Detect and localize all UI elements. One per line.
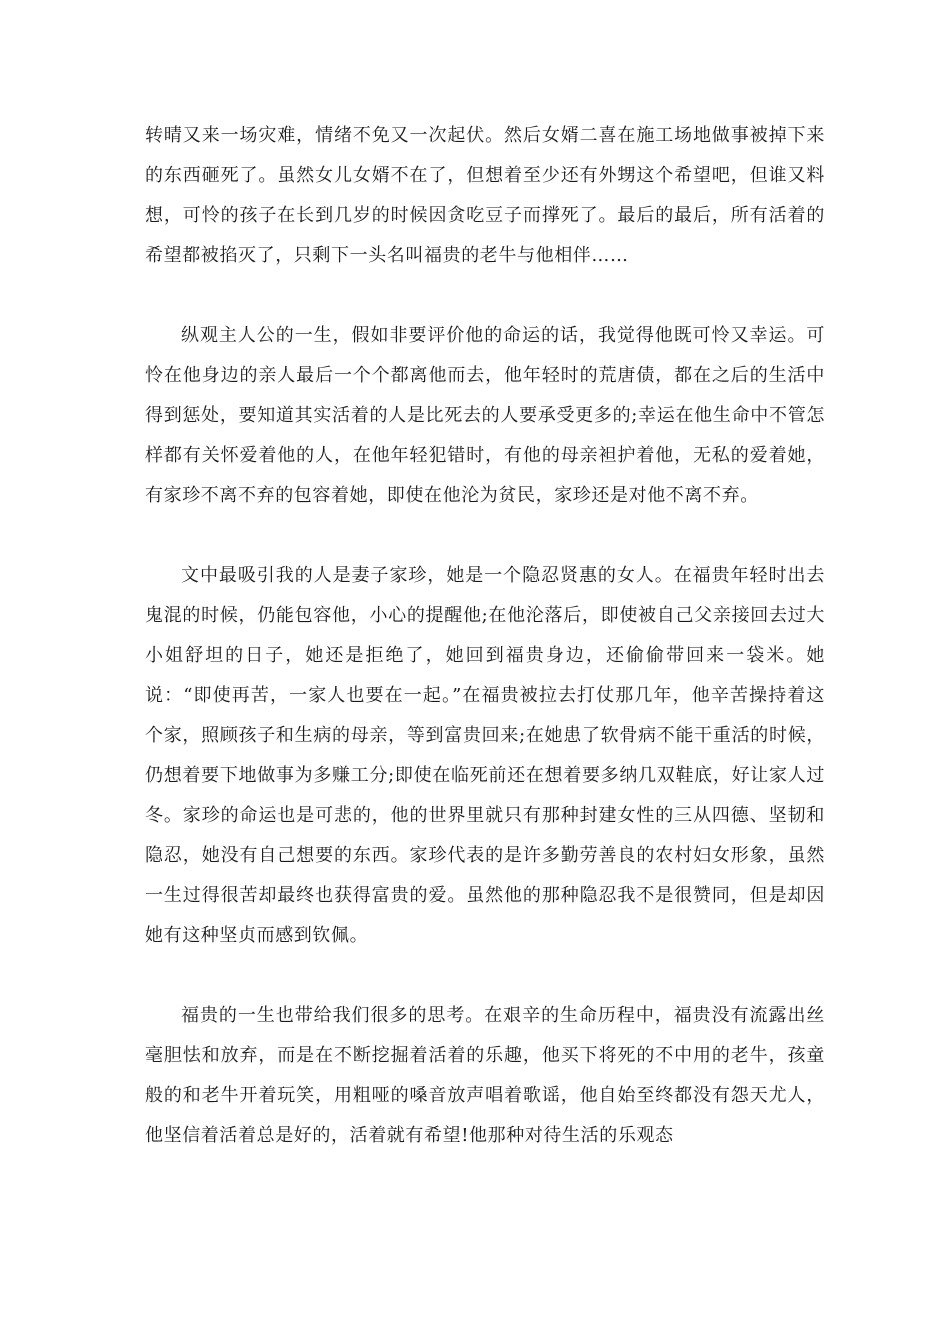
paragraph-2: 纵观主人公的一生，假如非要评价他的命运的话，我觉得他既可怜又幸运。可怜在他身边的亲人最后一个个都离他而去，他年轻时的荒唐债，都在之后的生活中得到惩处，要知道其实活着的人是比死去的人要承受更多的;幸运在他生命中不管怎样都有关怀爱着他的人，在他年轻犯错时，有他的母亲袒护着他，无私的爱着她，有家珍不离不弃的包容着她，即使在他沦为贫民，家珍还是对他不离不弃。 [145,325,825,506]
paragraph-gap [145,516,825,556]
paragraph-gap [145,276,825,316]
paragraph-3: 文中最吸引我的人是妻子家珍，她是一个隐忍贤惠的女人。在福贵年轻时出去鬼混的时候，仍能包容他，小心的提醒他;在他沦落后，即使被自己父亲接回去过大小姐舒坦的日子，她还是拒绝了，她回到福贵身边，还偷偷带回来一袋米。她说：“即使再苦，一家人也要在一起。”在福贵被拉去打仗那几年，他辛苦操持着这个家，照顾孩子和生病的母亲，等到富贵回来;在她患了软骨病不能干重活的时候，仍想着要下地做事为多赚工分;即使在临死前还在想着要多纳几双鞋底，好让家人过冬。家珍的命运也是可悲的，他的世界里就只有那种封建女性的三从四德、坚韧和隐忍，她没有自己想要的东西。家珍代表的是许多勤劳善良的农村妇女形象，虽然一生过得很苦却最终也获得富贵的爱。虽然他的那种隐忍我不是很赞同，但是却因她有这种坚贞而感到钦佩。 [145,565,825,946]
paragraph-4: 福贵的一生也带给我们很多的思考。在艰辛的生命历程中，福贵没有流露出丝毫胆怯和放弃，而是在不断挖掘着活着的乐趣，他买下将死的不中用的老牛，孩童般的和老牛开着玩笑，用粗哑的嗓音放声唱着歌谣，他自始至终都没有怨天尤人，他坚信着活着总是好的，活着就有希望!他那种对待生活的乐观态 [145,1005,825,1146]
document-body [145,116,825,1156]
paragraph-1: 转晴又来一场灾难，情绪不免又一次起伏。然后女婿二喜在施工场地做事被掉下来的东西砸死了。虽然女儿女婿不在了，但想着至少还有外甥这个希望吧，但谁又料想，可怜的孩子在长到几岁的时候因贪吃豆子而撑死了。最后的最后，所有活着的希望都被掐灭了，只剩下一头名叫福贵的老牛与他相伴…… [145,125,825,266]
paragraph-gap [145,956,825,996]
